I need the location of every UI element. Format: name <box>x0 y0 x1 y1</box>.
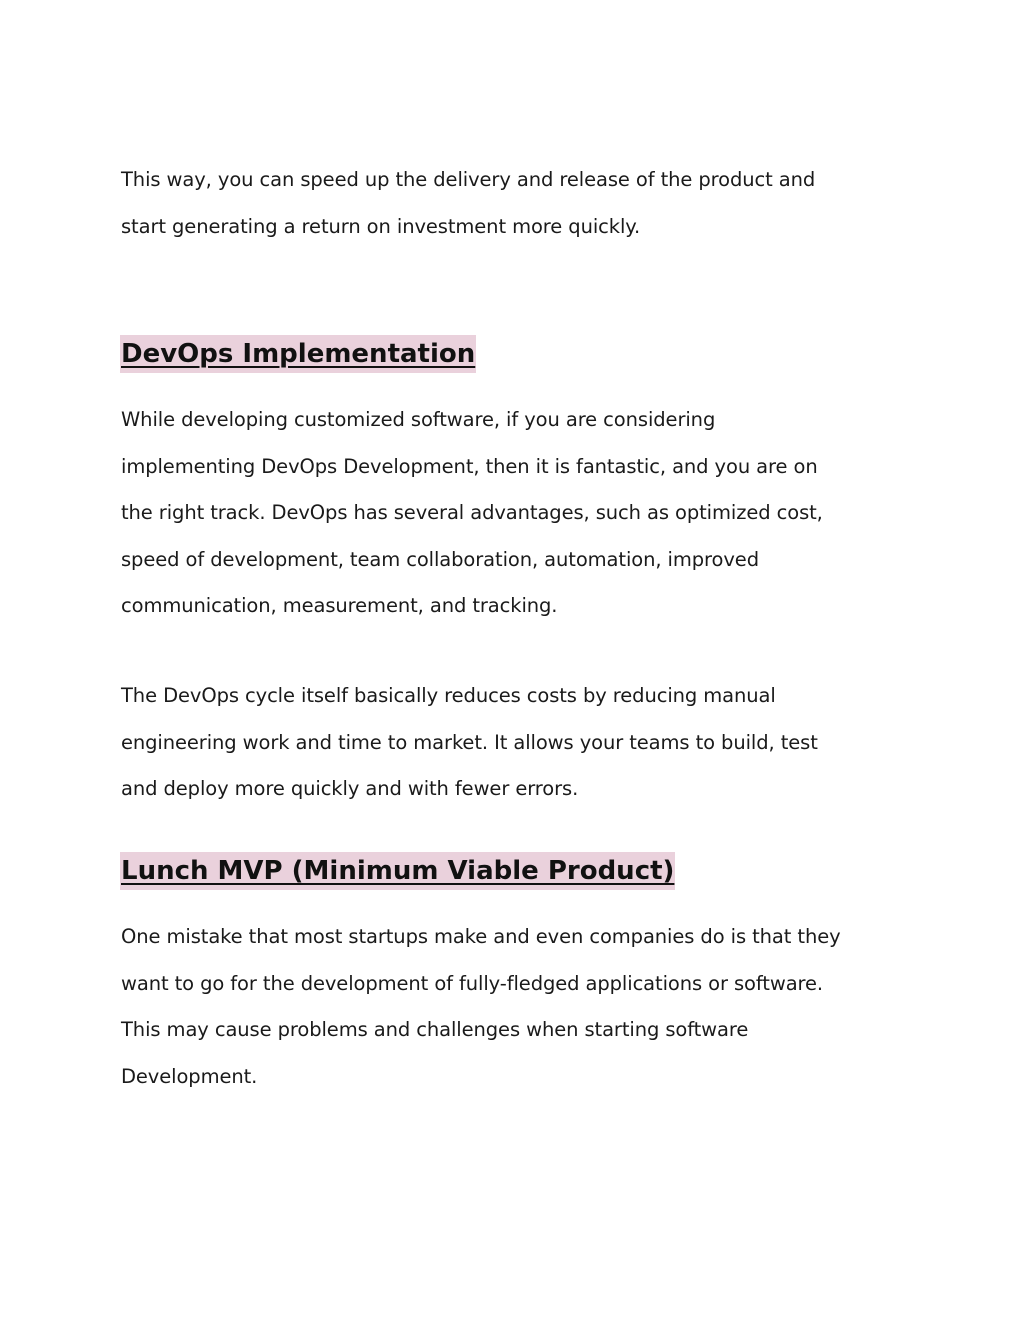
intro-paragraph: This way, you can speed up the delivery and release of the product and start generating a return on investment more quickly. <box>121 168 816 238</box>
mvp-paragraph: One mistake that most startups make and even companies do is that they want to go for the development of fully-fledged applications or software. This may cause problems and challenges when starting software Development. <box>121 925 841 1088</box>
devops-paragraph-cost: The DevOps cycle itself basically reduces costs by reducing manual engineering work and time to market. It allows your teams to build, test and deploy more quickly and with fewer errors. <box>121 684 818 800</box>
devops-paragraph-advantages: While developing customized software, if you are considering implementing DevOps Development, then it is fantastic, and you are on the right track. DevOps has several advantages, such as optimized cost, speed of development, team collaboration, automation, improved communication, measurement, and tracking. <box>121 408 823 617</box>
mvp-heading: Lunch MVP (Minimum Viable Product) <box>120 852 675 890</box>
devops-implementation-heading: DevOps Implementation <box>120 335 476 373</box>
